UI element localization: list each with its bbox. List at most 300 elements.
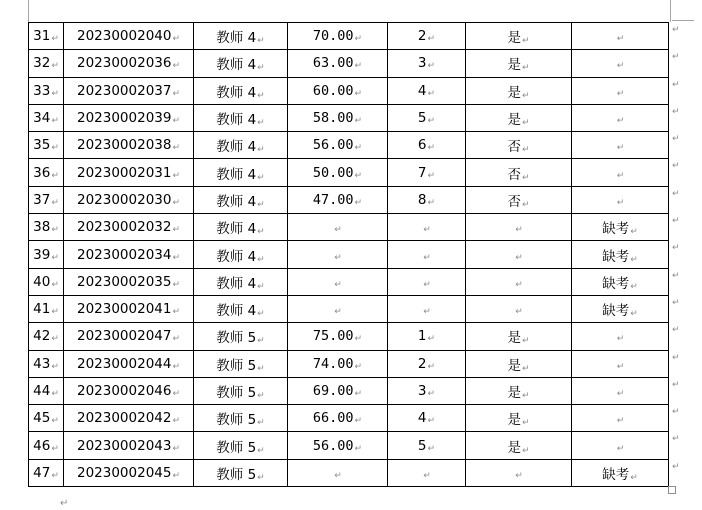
cell-score-text: 47.00 bbox=[312, 191, 354, 208]
cell-rank[interactable] bbox=[388, 186, 466, 213]
cell-end-mark: ↵ bbox=[51, 279, 59, 290]
cell-rank-text: 8 bbox=[417, 191, 427, 208]
cell-candidate-id[interactable] bbox=[64, 241, 194, 268]
row-end-mark: ↵ bbox=[672, 243, 680, 253]
cell-end-mark: ↵ bbox=[51, 143, 59, 154]
cell-position-text: 教师 4 bbox=[216, 166, 257, 183]
cell-end-mark: ↵ bbox=[616, 197, 625, 208]
cell-index[interactable] bbox=[29, 350, 64, 377]
cell-note[interactable] bbox=[572, 132, 669, 159]
cell-candidate-id-text: 20230002040 bbox=[76, 28, 172, 45]
cell-candidate-id[interactable] bbox=[64, 295, 194, 322]
cell-end-mark: ↵ bbox=[616, 116, 625, 127]
cell-position-text: 教师 4 bbox=[216, 248, 257, 265]
cell-rank[interactable] bbox=[388, 50, 466, 77]
cell-qualified[interactable] bbox=[466, 159, 572, 186]
cell-candidate-id[interactable] bbox=[64, 405, 194, 432]
cell-end-mark: ↵ bbox=[427, 416, 436, 427]
cell-score[interactable] bbox=[288, 432, 388, 459]
cell-position[interactable] bbox=[194, 23, 288, 50]
cell-qualified-text: 是 bbox=[507, 385, 521, 401]
cell-score[interactable] bbox=[288, 50, 388, 77]
cell-candidate-id-text: 20230002041 bbox=[76, 301, 172, 318]
cell-score[interactable] bbox=[288, 323, 388, 350]
cell-end-mark: ↵ bbox=[257, 391, 265, 401]
cell-end-mark: ↵ bbox=[172, 334, 181, 345]
cell-end-mark: ↵ bbox=[51, 334, 59, 345]
cell-qualified[interactable] bbox=[466, 23, 572, 50]
cell-position[interactable] bbox=[194, 377, 288, 404]
cell-position[interactable] bbox=[194, 241, 288, 268]
cell-score[interactable] bbox=[288, 214, 388, 241]
cell-qualified-text: 否 bbox=[507, 166, 521, 183]
cell-end-mark: ↵ bbox=[51, 116, 59, 127]
cell-rank[interactable] bbox=[388, 405, 466, 432]
cell-index[interactable] bbox=[29, 377, 64, 404]
cell-end-mark: ↵ bbox=[427, 88, 436, 99]
cell-end-mark: ↵ bbox=[521, 363, 530, 374]
cell-end-mark: ↵ bbox=[630, 472, 638, 483]
cell-end-mark: ↵ bbox=[172, 279, 181, 290]
cell-position[interactable] bbox=[194, 295, 288, 322]
cell-score[interactable] bbox=[288, 459, 388, 486]
cell-note[interactable] bbox=[572, 214, 669, 241]
cell-position[interactable] bbox=[194, 186, 288, 213]
cell-end-mark: ↵ bbox=[616, 389, 625, 399]
table-row bbox=[29, 186, 669, 213]
cell-end-mark: ↵ bbox=[172, 88, 181, 99]
cell-end-mark: ↵ bbox=[427, 170, 436, 181]
cell-note[interactable] bbox=[572, 377, 669, 404]
cell-end-mark: ↵ bbox=[172, 470, 181, 481]
cell-candidate-id[interactable] bbox=[64, 377, 194, 404]
cell-index[interactable] bbox=[29, 104, 64, 131]
cell-candidate-id-text: 20230002031 bbox=[76, 164, 172, 181]
cell-score[interactable] bbox=[288, 159, 388, 186]
cell-end-mark: ↵ bbox=[51, 34, 59, 45]
cell-end-mark: ↵ bbox=[172, 34, 181, 45]
cell-score[interactable] bbox=[288, 186, 388, 213]
cell-qualified[interactable] bbox=[466, 295, 572, 322]
cell-end-mark: ↵ bbox=[427, 143, 436, 154]
cell-index-text: 46 bbox=[33, 437, 51, 454]
cell-index-text: 41 bbox=[33, 301, 51, 318]
table-row bbox=[29, 23, 669, 50]
cell-index[interactable] bbox=[29, 214, 64, 241]
cell-end-mark: ↵ bbox=[257, 254, 265, 265]
cell-rank[interactable] bbox=[388, 214, 466, 241]
cell-position-text: 教师 5 bbox=[216, 357, 257, 374]
cell-index[interactable] bbox=[29, 77, 64, 104]
cell-qualified-text: 是 bbox=[507, 84, 521, 101]
cell-qualified[interactable] bbox=[466, 459, 572, 486]
cell-end-mark: ↵ bbox=[427, 361, 436, 372]
cell-end-mark: ↵ bbox=[334, 470, 342, 481]
cell-note[interactable] bbox=[572, 104, 669, 131]
cell-index-text: 43 bbox=[33, 355, 51, 372]
cell-candidate-id-text: 20230002036 bbox=[76, 55, 172, 72]
cell-candidate-id[interactable] bbox=[64, 323, 194, 350]
cell-score[interactable] bbox=[288, 350, 388, 377]
cell-rank[interactable] bbox=[388, 350, 466, 377]
cell-end-mark: ↵ bbox=[257, 199, 265, 210]
cell-position[interactable] bbox=[194, 77, 288, 104]
cell-note[interactable] bbox=[572, 350, 669, 377]
cell-rank[interactable] bbox=[388, 323, 466, 350]
cell-qualified[interactable] bbox=[466, 377, 572, 404]
cell-note-text: 缺考 bbox=[602, 221, 630, 238]
cell-end-mark: ↵ bbox=[257, 90, 265, 101]
table-row bbox=[29, 377, 669, 404]
cell-note-text: 缺考 bbox=[602, 275, 630, 292]
cell-qualified[interactable] bbox=[466, 50, 572, 77]
cell-qualified[interactable] bbox=[466, 405, 572, 432]
cell-end-mark: ↵ bbox=[257, 227, 265, 238]
cell-candidate-id[interactable] bbox=[64, 104, 194, 131]
cell-position-text: 教师 4 bbox=[216, 275, 257, 292]
cell-end-mark: ↵ bbox=[354, 389, 363, 399]
cell-qualified[interactable] bbox=[466, 104, 572, 131]
cell-rank[interactable] bbox=[388, 159, 466, 186]
cell-end-mark: ↵ bbox=[521, 36, 530, 47]
cell-qualified-text: 是 bbox=[507, 357, 521, 374]
cell-score-text: 74.00 bbox=[312, 355, 354, 372]
cell-end-mark: ↵ bbox=[423, 279, 431, 290]
table-row bbox=[29, 432, 669, 459]
cell-candidate-id-text: 20230002047 bbox=[76, 328, 172, 345]
table-row bbox=[29, 241, 669, 268]
cell-end-mark: ↵ bbox=[51, 88, 59, 99]
cell-candidate-id[interactable] bbox=[64, 350, 194, 377]
cell-end-mark: ↵ bbox=[616, 416, 625, 427]
cell-index[interactable] bbox=[29, 241, 64, 268]
cell-candidate-id[interactable] bbox=[64, 23, 194, 50]
cell-end-mark: ↵ bbox=[515, 225, 523, 236]
row-end-mark: ↵ bbox=[672, 216, 680, 226]
cell-score[interactable] bbox=[288, 77, 388, 104]
cell-end-mark: ↵ bbox=[257, 281, 265, 292]
cell-score[interactable] bbox=[288, 405, 388, 432]
row-end-mark: ↵ bbox=[672, 353, 680, 363]
table-row bbox=[29, 459, 669, 486]
cell-score[interactable] bbox=[288, 132, 388, 159]
score-table-body bbox=[29, 23, 669, 487]
cell-index[interactable] bbox=[29, 23, 64, 50]
cell-end-mark: ↵ bbox=[257, 63, 265, 74]
cell-rank[interactable] bbox=[388, 432, 466, 459]
cell-end-mark: ↵ bbox=[616, 61, 625, 72]
cell-rank-text: 2 bbox=[417, 28, 427, 45]
trailing-paragraph-mark: ↵ bbox=[60, 498, 69, 509]
cell-end-mark: ↵ bbox=[521, 118, 530, 129]
cell-note[interactable] bbox=[572, 50, 669, 77]
cell-index[interactable] bbox=[29, 132, 64, 159]
cell-candidate-id-text: 20230002038 bbox=[76, 137, 172, 154]
table-row bbox=[29, 77, 669, 104]
cell-note[interactable] bbox=[572, 405, 669, 432]
table-row bbox=[29, 50, 669, 77]
row-end-mark: ↵ bbox=[672, 407, 680, 417]
cell-rank[interactable] bbox=[388, 377, 466, 404]
cell-position[interactable] bbox=[194, 459, 288, 486]
cell-qualified-text: 否 bbox=[507, 139, 521, 156]
cell-index[interactable] bbox=[29, 432, 64, 459]
table-row bbox=[29, 159, 669, 186]
cell-index[interactable] bbox=[29, 323, 64, 350]
cell-note[interactable] bbox=[572, 432, 669, 459]
page-corner-mark-right bbox=[670, 0, 671, 22]
cell-position[interactable] bbox=[194, 323, 288, 350]
cell-rank-text: 1 bbox=[417, 328, 427, 345]
row-end-mark: ↵ bbox=[672, 462, 680, 472]
cell-candidate-id[interactable] bbox=[64, 432, 194, 459]
cell-note-text: 缺考 bbox=[602, 248, 630, 265]
cell-index-text: 39 bbox=[33, 246, 51, 263]
cell-end-mark: ↵ bbox=[257, 36, 265, 47]
table-row bbox=[29, 405, 669, 432]
cell-end-mark: ↵ bbox=[616, 443, 625, 454]
cell-end-mark: ↵ bbox=[630, 281, 638, 292]
cell-qualified[interactable] bbox=[466, 241, 572, 268]
cell-end-mark: ↵ bbox=[521, 63, 530, 74]
cell-position-text: 教师 5 bbox=[216, 412, 257, 429]
cell-rank[interactable] bbox=[388, 23, 466, 50]
cell-end-mark: ↵ bbox=[515, 307, 523, 318]
cell-end-mark: ↵ bbox=[51, 225, 59, 236]
cell-qualified[interactable] bbox=[466, 323, 572, 350]
cell-candidate-id-text: 20230002045 bbox=[76, 464, 172, 481]
cell-end-mark: ↵ bbox=[616, 334, 625, 345]
cell-rank-text: 2 bbox=[417, 355, 427, 372]
cell-index-text: 40 bbox=[33, 273, 51, 290]
table-row bbox=[29, 268, 669, 295]
cell-end-mark: ↵ bbox=[51, 170, 59, 181]
cell-position-text: 教师 4 bbox=[216, 30, 257, 47]
cell-rank-text: 3 bbox=[417, 55, 427, 72]
cell-end-mark: ↵ bbox=[257, 172, 265, 183]
cell-end-mark: ↵ bbox=[630, 227, 638, 238]
cell-end-mark: ↵ bbox=[172, 389, 181, 399]
table-row bbox=[29, 132, 669, 159]
cell-candidate-id-text: 20230002042 bbox=[76, 410, 172, 427]
cell-score-text: 70.00 bbox=[312, 28, 354, 45]
cell-end-mark: ↵ bbox=[172, 225, 181, 236]
cell-score[interactable] bbox=[288, 377, 388, 404]
cell-index[interactable] bbox=[29, 186, 64, 213]
cell-end-mark: ↵ bbox=[51, 443, 59, 454]
cell-end-mark: ↵ bbox=[51, 307, 59, 318]
cell-end-mark: ↵ bbox=[354, 361, 363, 372]
cell-index[interactable] bbox=[29, 295, 64, 322]
cell-candidate-id-text: 20230002037 bbox=[76, 82, 172, 99]
cell-score-text: 56.00 bbox=[312, 437, 354, 454]
cell-position[interactable] bbox=[194, 132, 288, 159]
cell-rank[interactable] bbox=[388, 459, 466, 486]
cell-end-mark: ↵ bbox=[334, 225, 342, 236]
cell-end-mark: ↵ bbox=[616, 361, 625, 372]
cell-score-text: 66.00 bbox=[312, 410, 354, 427]
cell-qualified[interactable] bbox=[466, 214, 572, 241]
cell-end-mark: ↵ bbox=[616, 34, 625, 45]
cell-index-text: 45 bbox=[33, 410, 51, 427]
page-corner-mark-left bbox=[28, 0, 29, 22]
cell-position-text: 教师 5 bbox=[216, 330, 257, 347]
cell-position-text: 教师 4 bbox=[216, 303, 257, 320]
cell-score[interactable] bbox=[288, 104, 388, 131]
cell-position[interactable] bbox=[194, 104, 288, 131]
cell-candidate-id-text: 20230002032 bbox=[76, 219, 172, 236]
cell-end-mark: ↵ bbox=[334, 279, 342, 290]
cell-end-mark: ↵ bbox=[257, 445, 265, 456]
cell-qualified[interactable] bbox=[466, 186, 572, 213]
cell-score[interactable] bbox=[288, 23, 388, 50]
cell-end-mark: ↵ bbox=[515, 470, 523, 481]
cell-end-mark: ↵ bbox=[630, 254, 638, 265]
cell-end-mark: ↵ bbox=[521, 418, 530, 429]
cell-position-text: 教师 5 bbox=[216, 439, 257, 456]
cell-note[interactable] bbox=[572, 23, 669, 50]
cell-note[interactable] bbox=[572, 241, 669, 268]
cell-score-text: 69.00 bbox=[312, 383, 354, 399]
cell-note[interactable] bbox=[572, 323, 669, 350]
cell-note[interactable] bbox=[572, 268, 669, 295]
cell-candidate-id[interactable] bbox=[64, 132, 194, 159]
cell-end-mark: ↵ bbox=[515, 252, 523, 263]
cell-candidate-id[interactable] bbox=[64, 77, 194, 104]
table-row bbox=[29, 350, 669, 377]
cell-end-mark: ↵ bbox=[354, 416, 363, 427]
cell-end-mark: ↵ bbox=[521, 172, 530, 183]
table-row bbox=[29, 295, 669, 322]
cell-score[interactable] bbox=[288, 268, 388, 295]
cell-end-mark: ↵ bbox=[172, 416, 181, 427]
cell-rank[interactable] bbox=[388, 77, 466, 104]
row-end-mark: ↵ bbox=[672, 52, 680, 62]
cell-index-text: 32 bbox=[33, 55, 51, 72]
cell-rank-text: 4 bbox=[417, 82, 427, 99]
cell-qualified[interactable] bbox=[466, 132, 572, 159]
cell-end-mark: ↵ bbox=[334, 252, 342, 263]
cell-end-mark: ↵ bbox=[51, 361, 59, 372]
cell-index-text: 42 bbox=[33, 328, 51, 345]
cell-index-text: 37 bbox=[33, 191, 51, 208]
cell-index[interactable] bbox=[29, 459, 64, 486]
cell-end-mark: ↵ bbox=[616, 170, 625, 181]
cell-candidate-id-text: 20230002035 bbox=[76, 273, 172, 290]
cell-note[interactable] bbox=[572, 295, 669, 322]
cell-rank[interactable] bbox=[388, 295, 466, 322]
cell-end-mark: ↵ bbox=[334, 307, 342, 318]
cell-candidate-id[interactable] bbox=[64, 50, 194, 77]
cell-note[interactable] bbox=[572, 186, 669, 213]
cell-score-text: 63.00 bbox=[312, 55, 354, 72]
row-end-mark: ↵ bbox=[672, 189, 680, 199]
cell-position[interactable] bbox=[194, 405, 288, 432]
cell-candidate-id-text: 20230002039 bbox=[76, 110, 172, 127]
cell-end-mark: ↵ bbox=[521, 90, 530, 101]
cell-qualified[interactable] bbox=[466, 350, 572, 377]
cell-rank[interactable] bbox=[388, 104, 466, 131]
cell-score-text: 56.00 bbox=[312, 137, 354, 154]
cell-end-mark: ↵ bbox=[616, 88, 625, 99]
cell-qualified[interactable] bbox=[466, 432, 572, 459]
cell-candidate-id[interactable] bbox=[64, 459, 194, 486]
cell-note-text: 缺考 bbox=[602, 466, 630, 483]
cell-score[interactable] bbox=[288, 241, 388, 268]
cell-end-mark: ↵ bbox=[172, 170, 181, 181]
cell-candidate-id[interactable] bbox=[64, 214, 194, 241]
cell-qualified[interactable] bbox=[466, 268, 572, 295]
cell-candidate-id-text: 20230002030 bbox=[76, 191, 172, 208]
cell-candidate-id[interactable] bbox=[64, 268, 194, 295]
cell-end-mark: ↵ bbox=[427, 197, 436, 208]
row-end-mark: ↵ bbox=[672, 161, 680, 171]
cell-end-mark: ↵ bbox=[515, 279, 523, 290]
cell-end-mark: ↵ bbox=[51, 61, 59, 72]
cell-position[interactable] bbox=[194, 350, 288, 377]
cell-position-text: 教师 4 bbox=[216, 57, 257, 74]
cell-end-mark: ↵ bbox=[630, 309, 638, 320]
cell-position[interactable] bbox=[194, 214, 288, 241]
cell-qualified-text: 是 bbox=[507, 30, 521, 47]
cell-note[interactable] bbox=[572, 159, 669, 186]
cell-end-mark: ↵ bbox=[172, 116, 181, 127]
cell-position[interactable] bbox=[194, 268, 288, 295]
cell-index[interactable] bbox=[29, 268, 64, 295]
cell-score-text: 75.00 bbox=[312, 328, 354, 345]
cell-qualified[interactable] bbox=[466, 77, 572, 104]
cell-end-mark: ↵ bbox=[51, 470, 59, 481]
cell-position[interactable] bbox=[194, 432, 288, 459]
row-end-mark: ↵ bbox=[672, 25, 680, 35]
cell-end-mark: ↵ bbox=[427, 61, 436, 72]
cell-rank[interactable] bbox=[388, 241, 466, 268]
table-resize-handle[interactable] bbox=[668, 486, 676, 494]
cell-position-text: 教师 4 bbox=[216, 193, 257, 210]
cell-note[interactable] bbox=[572, 459, 669, 486]
cell-index[interactable] bbox=[29, 50, 64, 77]
cell-index[interactable] bbox=[29, 405, 64, 432]
cell-position-text: 教师 4 bbox=[216, 112, 257, 129]
cell-score[interactable] bbox=[288, 295, 388, 322]
cell-end-mark: ↵ bbox=[521, 336, 530, 347]
cell-position-text: 教师 5 bbox=[216, 385, 257, 401]
cell-rank[interactable] bbox=[388, 132, 466, 159]
cell-qualified-text: 是 bbox=[507, 330, 521, 347]
row-end-mark: ↵ bbox=[672, 380, 680, 390]
cell-candidate-id[interactable] bbox=[64, 159, 194, 186]
cell-candidate-id-text: 20230002034 bbox=[76, 246, 172, 263]
cell-position[interactable] bbox=[194, 50, 288, 77]
cell-note[interactable] bbox=[572, 77, 669, 104]
row-end-mark: ↵ bbox=[672, 298, 680, 308]
cell-rank-text: 6 bbox=[417, 137, 427, 154]
cell-index[interactable] bbox=[29, 159, 64, 186]
cell-rank-text: 5 bbox=[417, 437, 427, 454]
row-end-mark: ↵ bbox=[672, 80, 680, 90]
cell-rank[interactable] bbox=[388, 268, 466, 295]
cell-end-mark: ↵ bbox=[427, 116, 436, 127]
page-corner-mark-right-horizontal bbox=[672, 20, 694, 21]
cell-end-mark: ↵ bbox=[354, 197, 363, 208]
score-table bbox=[28, 22, 669, 487]
cell-candidate-id[interactable] bbox=[64, 186, 194, 213]
row-end-mark: ↵ bbox=[672, 434, 680, 444]
cell-candidate-id-text: 20230002046 bbox=[76, 383, 172, 399]
cell-end-mark: ↵ bbox=[423, 307, 431, 318]
cell-position[interactable] bbox=[194, 159, 288, 186]
cell-end-mark: ↵ bbox=[354, 88, 363, 99]
